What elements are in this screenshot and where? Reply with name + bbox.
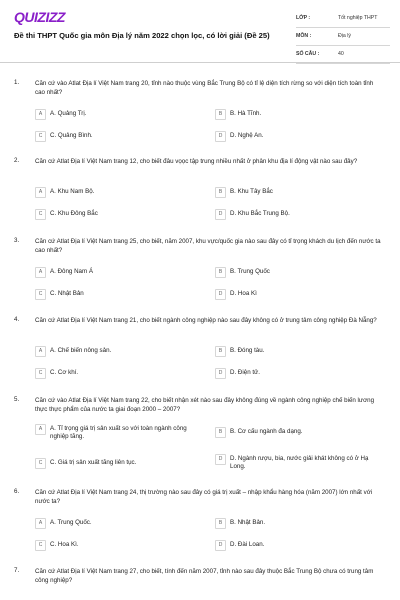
document-title: Đề thi THPT Quốc gia môn Địa lý năm 2022 chọn lọc, có lời giải (Đề 25) [14,31,270,40]
option-text: B. Hà Tĩnh. [230,110,262,117]
question-text: Căn cứ vào Atlat Địa lí Việt Nam trang 20, tỉnh nào thuộc vùng Bắc Trung Bộ có tỉ lệ diện tích rừng so với diện tích toàn tỉnh cao nhất? [35,80,374,96]
option-text: C. Khu Đông Bắc [50,210,98,217]
option-text: D. Hoa Kì [230,290,257,297]
option-letter-box: A [35,187,46,198]
meta-row-subject [296,30,390,46]
question-text: Căn cứ vào Atlat Địa lí Việt Nam trang 22, cho biết nhận xét nào sau đây không đúng về ngành công nghiệp chế biến lương thực thực phẩm của nước ta giai đoạn 2000 – 2007? [35,397,375,413]
meta-value: 40 [338,51,344,57]
question-text: Căn cứ Atlat Địa lí Việt Nam trang 27, cho biết, tính đến năm 2007, tỉnh nào sau đây thuộc Bắc Trung Bộ chưa có trung tâm công nghiệp? [35,568,374,584]
quizizz-logo: QUIZIZZ [14,9,65,25]
meta-row-class [296,12,390,28]
option-letter-box: B [215,427,226,438]
option-letter-box: D [215,209,226,220]
question-text: Căn cứ Atlat Địa lí Việt Nam trang 25, cho biết, năm 2007, khu vực/quốc gia nào sau đây có tỉ trọng khách du lịch đến nước ta cao nhất? [35,238,381,254]
option-letter-box: C [35,368,46,379]
option-text: A. Đông Nam Á [50,268,93,275]
option-letter-box: A [35,518,46,529]
meta-label: LỚP : [296,15,311,21]
question-number: 7. [14,567,20,574]
option-text: A. Khu Nam Bộ. [50,188,95,195]
option-letter-box: D [215,289,226,300]
option-text: B. Cơ cấu ngành đa dạng. [230,428,303,435]
question-number: 3. [14,237,20,244]
option-text: B. Đóng tàu. [230,347,265,354]
option-text: A. Trung Quốc. [50,519,92,526]
question-number: 4. [14,316,20,323]
option-text: B. Khu Tây Bắc [230,188,273,195]
meta-label: MÔN : [296,33,312,39]
option-letter-box: C [35,131,46,142]
option-letter-box: C [35,209,46,220]
option-text: D. Ngành rượu, bia, nước giải khát không có ở Hạ Long. [230,455,369,470]
option-letter-box: C [35,289,46,300]
option-text: B. Trung Quốc [230,268,270,275]
question-text: Căn cứ Atlat Địa lí Việt Nam trang 24, thị trường nào sau đây có giá trị xuất – nhập khẩu hàng hóa (năm 2007) lớn nhất với nước ta? [35,489,373,505]
option-text: D. Đài Loan. [230,541,265,548]
option-letter-box: D [215,131,226,142]
meta-value: Tốt nghiệp THPT [338,15,378,21]
option-letter-box: D [215,454,226,465]
option-text: C. Quảng Bình. [50,132,93,139]
meta-panel [296,12,390,66]
option-text: D. Điện tử. [230,369,260,376]
option-letter-box: B [215,267,226,278]
option-text: A. Quảng Trị. [50,110,87,117]
option-letter-box: A [35,109,46,120]
worksheet-header [0,0,400,62]
option-letter-box: C [35,458,46,469]
question-number: 5. [14,396,20,403]
option-text: D. Khu Bắc Trung Bộ. [230,210,290,217]
option-letter-box: D [215,540,226,551]
option-letter-box: C [35,540,46,551]
question-number: 6. [14,488,20,495]
option-text: D. Nghệ An. [230,132,264,139]
option-text: A. Tỉ trọng giá trị sản xuất so với toàn ngành công nghiệp tăng. [50,425,187,440]
option-letter-box: B [215,518,226,529]
option-letter-box: B [215,109,226,120]
question-number: 1. [14,79,20,86]
meta-label: SỐ CÂU : [296,51,320,57]
option-letter-box: A [35,424,46,435]
option-letter-box: D [215,368,226,379]
option-text: C. Nhật Bản [50,290,84,297]
option-letter-box: B [215,346,226,357]
option-text: B. Nhật Bản. [230,519,266,526]
header-divider [0,62,400,63]
option-text: C. Giá trị sản xuất tăng liên tục. [50,459,137,466]
option-letter-box: A [35,267,46,278]
option-letter-box: A [35,346,46,357]
question-number: 2. [14,157,20,164]
option-text: C. Hoa Kì. [50,541,79,548]
meta-value: Địa lý [338,33,351,39]
question-text: Căn cứ Atlat Địa lí Việt Nam trang 12, cho biết đâu vọọc tập trung nhiều nhất ở phân khu địa lí động vật nào sau đây? [35,158,358,165]
option-text: A. Chế biến nông sản. [50,347,112,354]
option-text: C. Cơ khí. [50,369,79,376]
question-text: Căn cứ Atlat Địa lí Việt Nam trang 21, cho biết ngành công nghiệp nào sau đây không có ở trung tâm công nghiệp Đà Nẵng? [35,317,377,324]
option-letter-box: B [215,187,226,198]
